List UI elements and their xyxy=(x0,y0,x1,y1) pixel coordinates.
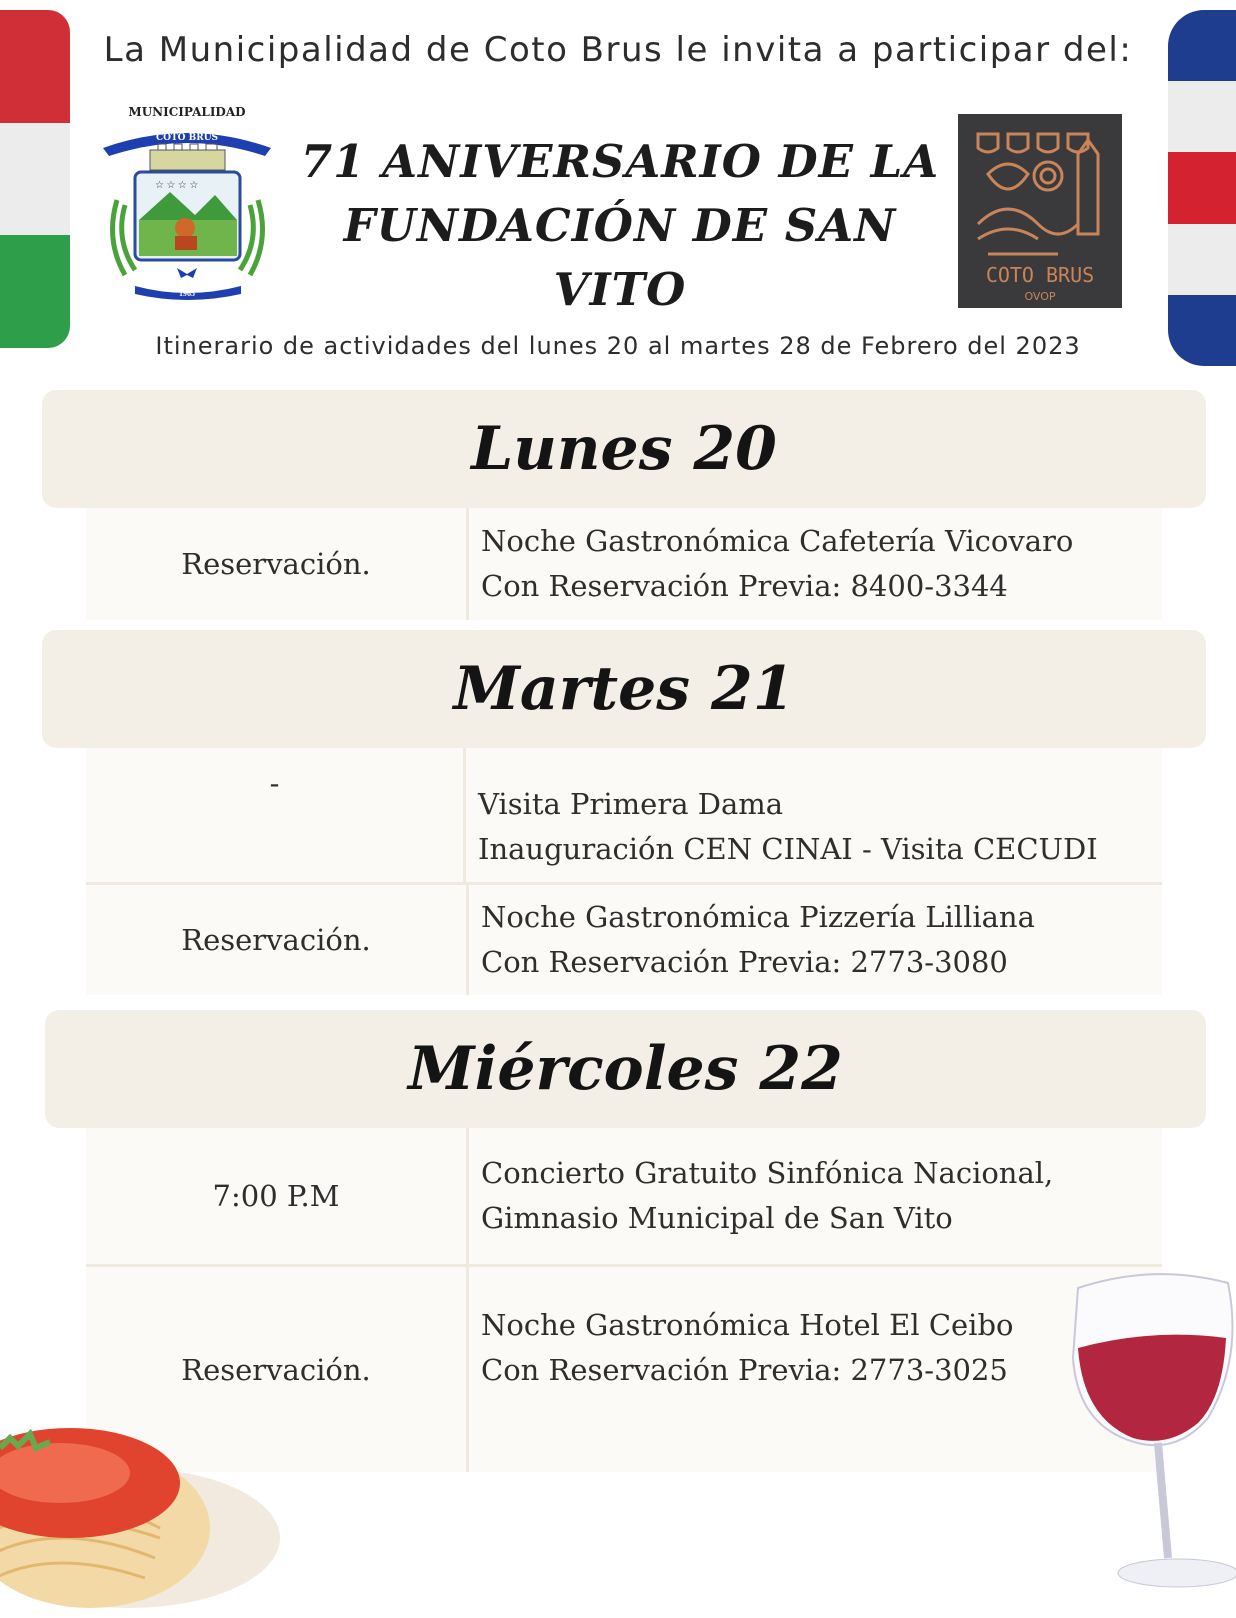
ovop-name: COTO BRUS xyxy=(985,263,1095,287)
event-description xyxy=(469,1128,1162,1264)
wine-glass-icon xyxy=(1058,1268,1236,1608)
event-row xyxy=(86,508,1162,620)
event-time: 7:00 P.M xyxy=(86,1128,469,1264)
event-row xyxy=(86,748,1162,885)
event-line-1: Visita Primera Dama xyxy=(478,787,784,821)
event-description xyxy=(469,885,1162,995)
logo-year-text: 1965 xyxy=(179,289,195,298)
event-description xyxy=(466,748,1162,882)
logo-text-municipalidad: MUNICIPALIDAD xyxy=(128,105,246,119)
title-line-2: FUNDACIÓN DE SAN VITO xyxy=(343,199,897,316)
event-time: Reservación. xyxy=(86,508,469,620)
day-header-martes: Martes 21 xyxy=(42,630,1206,748)
event-description xyxy=(469,508,1162,620)
itinerary-text: Itinerario de actividades del lunes 20 al martes 28 de Febrero del 2023 xyxy=(155,332,1081,360)
svg-text:☆ ☆ ☆ ☆: ☆ ☆ ☆ ☆ xyxy=(155,180,199,191)
event-title xyxy=(280,130,960,322)
day-header-miercoles: Miércoles 22 xyxy=(45,1010,1206,1128)
event-line-1: Noche Gastronómica Pizzería Lilliana xyxy=(481,900,1035,934)
event-line-2: Con Reservación Previa: 2773-3025 xyxy=(481,1353,1008,1387)
logo-ribbon-text: COTO BRUS xyxy=(155,133,219,143)
event-line-2: Con Reservación Previa: 8400-3344 xyxy=(481,569,1008,603)
event-line-2: Inauguración CEN CINAI - Visita CECUDI xyxy=(478,832,1098,866)
event-line-2: Con Reservación Previa: 2773-3080 xyxy=(481,945,1008,979)
spaghetti-icon xyxy=(0,1388,280,1618)
ovop-logo xyxy=(958,114,1122,308)
day-header-lunes: Lunes 20 xyxy=(42,390,1206,508)
municipal-logo xyxy=(95,100,280,305)
event-line-1: Noche Gastronómica Cafetería Vicovaro xyxy=(481,524,1074,558)
event-time: Reservación. xyxy=(86,1267,469,1472)
invitation-text: La Municipalidad de Coto Brus le invita a participar del: xyxy=(103,30,1133,70)
event-time: - xyxy=(86,748,466,882)
ovop-sub: OVOP xyxy=(1024,290,1056,303)
event-line-2: Gimnasio Municipal de San Vito xyxy=(481,1201,953,1235)
event-time: Reservación. xyxy=(86,885,469,995)
event-row xyxy=(86,885,1162,995)
title-line-1: 71 ANIVERSARIO DE LA xyxy=(300,135,940,188)
event-row xyxy=(86,1128,1162,1267)
event-line-1: Noche Gastronómica Hotel El Ceibo xyxy=(481,1308,1014,1342)
event-line-1: Concierto Gratuito Sinfónica Nacional, xyxy=(481,1156,1054,1190)
